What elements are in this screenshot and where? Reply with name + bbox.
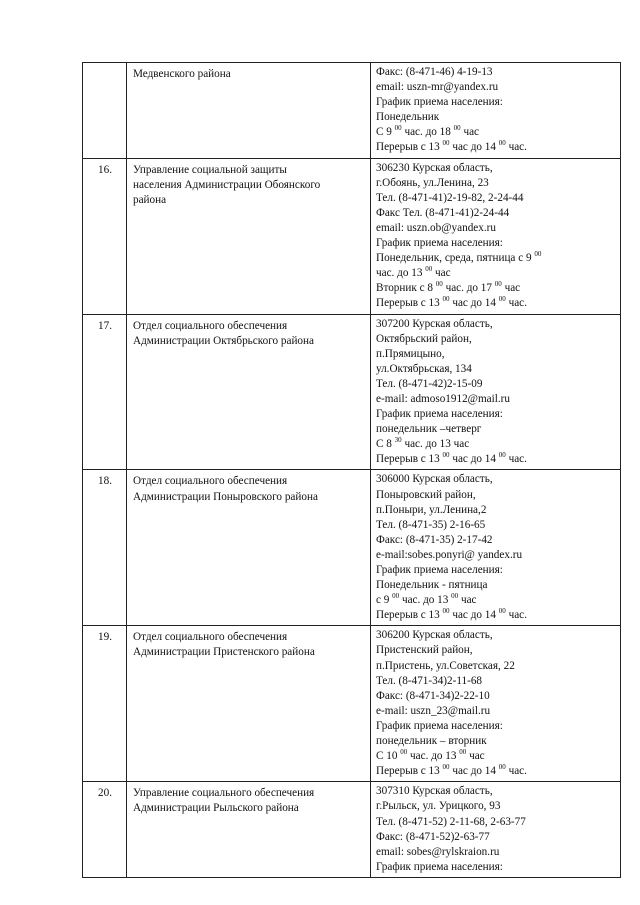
contact-text: График приема населения:	[376, 96, 503, 109]
contact-text: Понедельник - пятница	[376, 579, 488, 592]
contact-text: Перерыв с 13	[376, 297, 443, 310]
contact-text: График приема населения:	[376, 860, 503, 873]
contact-text: понедельник – вторник	[376, 735, 487, 748]
contact-text: час	[466, 750, 485, 763]
contact-line	[376, 161, 620, 176]
contact-line	[376, 422, 620, 437]
contact-line	[376, 593, 620, 608]
contact-line	[376, 608, 620, 623]
contact-line	[376, 191, 620, 206]
contact-text: час	[458, 594, 477, 607]
contact-line	[376, 347, 620, 362]
contact-text: email: uszn.ob@yandex.ru	[376, 221, 496, 234]
contact-details	[371, 782, 621, 878]
contact-details	[371, 470, 621, 626]
agency-name-line: населения Администрации Обоянского	[133, 178, 321, 191]
contact-line	[376, 296, 620, 311]
table-row	[83, 63, 621, 159]
contact-text: Тел. (8-471-34)2-11-68	[376, 674, 483, 687]
time-superscript: 00	[498, 295, 506, 304]
time-superscript: 00	[442, 295, 450, 304]
time-superscript: 00	[435, 280, 443, 289]
contact-details	[371, 63, 621, 159]
contact-line	[376, 734, 620, 749]
contact-line	[376, 533, 620, 548]
contact-text: Тел. (8-471-52) 2-11-68, 2-63-77	[376, 815, 526, 828]
contact-text: Факс: (8-471-52)2-63-77	[376, 830, 490, 843]
time-superscript: 00	[498, 607, 506, 616]
contact-text: Тел. (8-471-42)2-15-09	[376, 377, 483, 390]
contact-text: С 10	[376, 750, 401, 763]
contact-line	[376, 110, 620, 125]
contact-text: С 9	[376, 126, 395, 139]
contact-text: График приема населения:	[376, 237, 503, 250]
contact-line	[376, 799, 620, 814]
time-superscript: 00	[425, 265, 433, 274]
contact-line	[376, 764, 620, 779]
agency-name-line: Отдел социального обеспечения	[133, 631, 288, 644]
row-number: 18.	[83, 470, 127, 626]
contact-line	[376, 488, 620, 503]
time-superscript: 00	[442, 451, 450, 460]
contact-line	[376, 362, 620, 377]
contact-line	[376, 689, 620, 704]
contact-text: График приема населения:	[376, 719, 503, 732]
agency-name	[127, 314, 371, 470]
contact-line	[376, 65, 620, 80]
row-number	[83, 63, 127, 159]
contact-text: Перерыв с 13	[376, 141, 443, 154]
contact-text: час до 14	[449, 765, 499, 778]
contact-text: час. до 18	[401, 126, 454, 139]
contact-line	[376, 407, 620, 422]
contact-line	[376, 377, 620, 392]
contact-text: Пристенский район,	[376, 644, 473, 657]
contact-text: час до 14	[449, 609, 499, 622]
contact-line	[376, 845, 620, 860]
agency-name-line: Отдел социального обеспечения	[133, 475, 288, 488]
contact-line	[376, 221, 620, 236]
contact-text: Октябрьский район,	[376, 332, 472, 345]
agency-name	[127, 626, 371, 782]
contact-line	[376, 578, 620, 593]
contact-text: час.	[505, 453, 527, 466]
time-superscript: 00	[442, 139, 450, 148]
contact-text: п.Пристень, ул.Советская, 22	[376, 659, 515, 672]
contact-text: e-mail:sobes.ponyri@ yandex.ru	[376, 548, 523, 561]
contact-text: График приема населения:	[376, 564, 503, 576]
contact-text: час. до 17	[442, 282, 495, 295]
table-body	[83, 63, 621, 878]
contact-line	[376, 452, 620, 467]
contact-text: Перерыв с 13	[376, 453, 443, 466]
time-superscript: 00	[392, 592, 400, 601]
contact-text: e-mail: uszn_23@mail.ru	[376, 704, 491, 717]
contact-text: 307200 Курская область,	[376, 317, 493, 330]
contact-line	[376, 860, 620, 875]
contact-line	[376, 830, 620, 845]
contact-text: с 9	[376, 594, 393, 607]
table-row	[83, 626, 621, 782]
contact-text: г.Рыльск, ул. Урицкого, 93	[376, 800, 501, 813]
contact-text: час	[432, 267, 451, 280]
contact-text: График приема населения:	[376, 408, 503, 421]
contact-line	[376, 784, 620, 799]
agency-table	[82, 62, 621, 878]
time-superscript: 00	[451, 592, 459, 601]
contact-line	[376, 472, 620, 487]
agency-name-line: Медвенского района	[133, 68, 231, 80]
contact-text: Поныровский район,	[376, 488, 476, 501]
contact-text: Понедельник, среда, пятница с 9	[376, 252, 535, 265]
contact-text: ул.Октябрьская, 134	[376, 362, 472, 375]
agency-name	[127, 782, 371, 878]
contact-text: час до 14	[449, 141, 499, 154]
contact-line	[376, 251, 620, 266]
contact-line	[376, 749, 620, 764]
contact-text: email: sobes@rylskraion.ru	[376, 845, 500, 858]
contact-text: С 8	[376, 438, 395, 451]
contact-text: Факс Тел. (8-471-41)2-24-44	[376, 206, 510, 219]
contact-details	[371, 626, 621, 782]
table-row	[83, 314, 621, 470]
contact-line	[376, 392, 620, 407]
contact-text: час. до 13	[407, 750, 460, 763]
contact-line	[376, 659, 620, 674]
contact-line	[376, 548, 620, 563]
contact-details	[371, 158, 621, 314]
contact-text: час	[460, 126, 480, 139]
contact-text: час до 14	[449, 297, 499, 310]
row-number: 16.	[83, 158, 127, 314]
contact-text: Факс: (8-471-46) 4-19-13	[376, 66, 493, 78]
time-superscript: 00	[498, 139, 506, 148]
contact-line	[376, 236, 620, 251]
contact-text: час.	[505, 765, 527, 778]
contact-line	[376, 206, 620, 221]
contact-line	[376, 125, 620, 140]
contact-line	[376, 563, 620, 578]
time-superscript: 00	[498, 451, 506, 460]
time-superscript: 00	[498, 763, 506, 772]
table-row	[83, 158, 621, 314]
contact-details	[371, 314, 621, 470]
time-superscript: 00	[442, 763, 450, 772]
contact-text: п.Прямицыно,	[376, 347, 445, 360]
agency-name	[127, 158, 371, 314]
contact-text: 306200 Курская область,	[376, 629, 493, 642]
contact-line	[376, 317, 620, 332]
agency-name-line: Администрации Пристенского района	[133, 646, 315, 659]
time-superscript: 00	[400, 748, 408, 757]
time-superscript: 00	[453, 124, 461, 133]
contact-text: час.	[505, 141, 527, 154]
contact-text: Факс: (8-471-34)2-22-10	[376, 689, 490, 702]
contact-line	[376, 437, 620, 452]
time-superscript: 00	[494, 280, 502, 289]
contact-text: Тел. (8-471-35) 2-16-65	[376, 518, 486, 531]
contact-line	[376, 266, 620, 281]
contact-line	[376, 628, 620, 643]
agency-name-line: Администрации Поныровского района	[133, 490, 318, 503]
agency-name-line: Администрации Рыльского района	[133, 802, 299, 815]
contact-text: час	[501, 282, 521, 295]
table-row	[83, 470, 621, 626]
contact-text: час до 14	[449, 453, 499, 466]
contact-line	[376, 674, 620, 689]
time-superscript: 30	[394, 436, 402, 445]
contact-text: Вторник с 8	[376, 282, 436, 295]
row-number: 20.	[83, 782, 127, 878]
contact-line	[376, 140, 620, 155]
contact-text: час.	[505, 609, 527, 622]
contact-line	[376, 815, 620, 830]
contact-text: Понедельник	[376, 111, 440, 124]
contact-text: 306000 Курская область,	[376, 473, 493, 486]
table-row	[83, 782, 621, 878]
time-superscript: 00	[442, 607, 450, 616]
contact-line	[376, 80, 620, 95]
contact-line	[376, 719, 620, 734]
contact-text: email: uszn-mr@yandex.ru	[376, 81, 499, 94]
contact-line	[376, 503, 620, 518]
agency-name-line: Администрации Октябрьского района	[133, 334, 314, 347]
time-superscript: 00	[459, 748, 467, 757]
contact-line	[376, 704, 620, 719]
agency-name-line: Управление социального обеспечения	[133, 787, 315, 800]
contact-line	[376, 643, 620, 658]
agency-name-line: Отдел социального обеспечения	[133, 319, 288, 332]
contact-line	[376, 281, 620, 296]
contact-text: Перерыв с 13	[376, 609, 443, 622]
contact-line	[376, 95, 620, 110]
agency-name-line: Управление социальной защиты	[133, 163, 287, 176]
contact-text: п.Поныри, ул.Ленина,2	[376, 503, 487, 516]
contact-line	[376, 332, 620, 347]
row-number: 17.	[83, 314, 127, 470]
time-superscript: 00	[394, 124, 402, 133]
agency-name	[127, 63, 371, 159]
contact-line	[376, 176, 620, 191]
contact-text: час.	[505, 297, 527, 310]
time-superscript: 00	[534, 250, 542, 259]
contact-text: г.Обоянь, ул.Ленина, 23	[376, 176, 489, 189]
agency-name-line: района	[133, 193, 167, 206]
contact-text: 306230 Курская область,	[376, 161, 493, 174]
contact-text: 307310 Курская область,	[376, 785, 493, 798]
contact-text: e-mail: admoso1912@mail.ru	[376, 392, 510, 405]
contact-line	[376, 518, 620, 533]
contact-text: Перерыв с 13	[376, 765, 443, 778]
contact-text: час. до 13	[399, 594, 452, 607]
contact-text: Факс: (8-471-35) 2-17-42	[376, 533, 493, 546]
contact-text: понедельник –четверг	[376, 423, 482, 436]
contact-text: час. до 13 час	[401, 438, 470, 451]
row-number: 19.	[83, 626, 127, 782]
agency-name	[127, 470, 371, 626]
contact-text: час. до 13	[376, 267, 426, 280]
contact-text: Тел. (8-471-41)2-19-82, 2-24-44	[376, 191, 524, 204]
